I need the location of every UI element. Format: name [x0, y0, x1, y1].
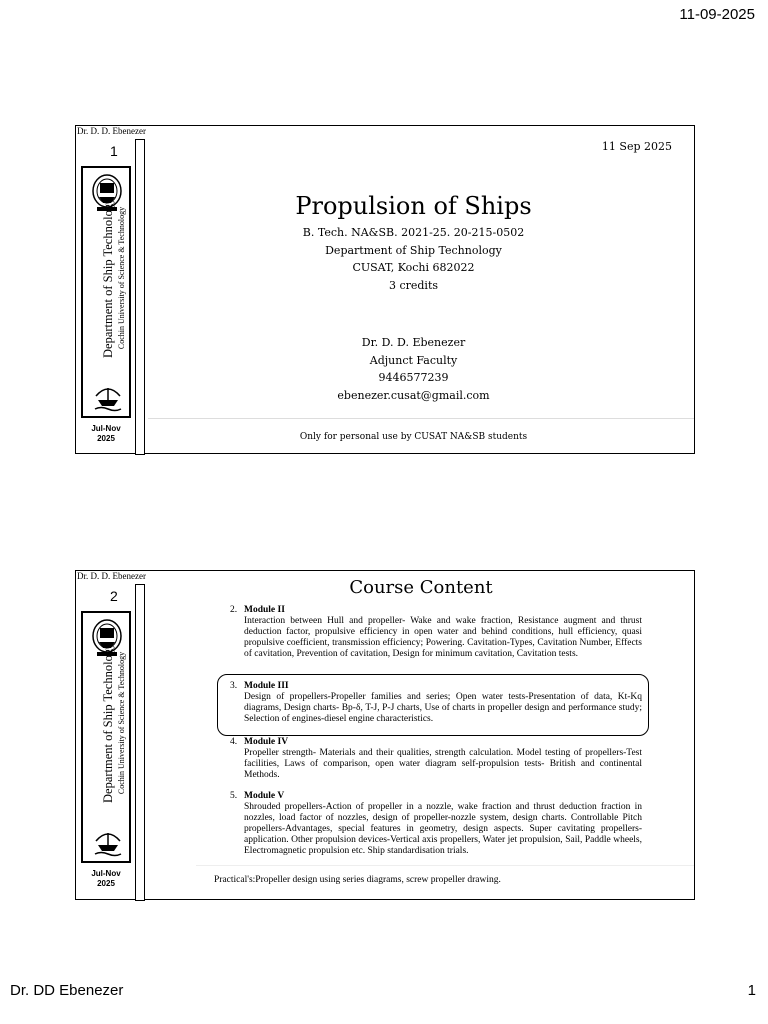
department-sidebar — [81, 611, 131, 863]
slide-2: Dr. D. D. Ebenezer 2 Department of Ship Technology Cochin University of Science & Technology Jul-Nov 2025 Course Content 2. Module II Interaction between Hull and propeller- Wake and wake fraction, Resistance augment and thrust deduction factor, propulsive efficiency in open water and behind conditions, hull efficiency, quasi propulsive coefficient, transmission efficiency; Powering. Cavitation-Types, Cavitation Number, Effects of cavitation, Prevention of cavitation, Design for minimum cavitation, Cavitation tests. 3. Module III Design of propellers-Propeller families and series; Open water tests-Presentation of data, Kt-Kq diagrams, Design charts- Bp-δ, T-J, P-J charts, Use of charts in propeller design and performance study; Selection of engines-diesel engine characteristics. 4. Module IV Propeller strength- Materials and their qualities, strength calculation. Model testing of propellers-Test facilities, Laws of comparison, open water diagram self-propulsion tests- British and continental Methods. 5. Module V Shrouded propellers-Action of propeller in a nozzle, wake fraction and thrust deduction fraction in nozzles, load factor of nozzles, design of propeller-nozzle system, design charts. Controllable Pitch propellers-Advantages, special features in geometry, design aspects. Super cavitating propellers-application. Other propulsion devices-Vertical axis propellers, Water jet propulsion, Sail, Paddle wheels, Electromagnetic propulsion etc. Ship standardisation trials. Practical's:Propeller design using series diagrams, screw propeller drawing. — [75, 570, 695, 900]
department-vertical-label: Department of Ship Technology — [101, 197, 115, 358]
slide-title: Propulsion of Ships — [295, 192, 532, 220]
usage-note: Only for personal use by CUSAT NA&SB students — [299, 432, 528, 442]
slide-number: 1 — [110, 143, 118, 159]
ship-emblem-icon — [93, 380, 123, 412]
university-vertical-label: Cochin University of Science & Technology — [117, 651, 126, 795]
term-label: Jul-Nov 2025 — [91, 424, 121, 443]
department-vertical-label: Department of Ship Technology — [101, 642, 115, 803]
footer-author: Dr. DD Ebenezer — [10, 982, 124, 999]
slide-author-tag: Dr. D. D. Ebenezer — [77, 126, 146, 136]
slide-title: Course Content — [349, 577, 493, 598]
university-vertical-label: Cochin University of Science & Technology — [117, 206, 126, 350]
slide-divider — [196, 865, 694, 866]
slide-rail — [135, 584, 145, 901]
page-date: 11-09-2025 — [679, 6, 755, 23]
slide-1 — [75, 125, 695, 454]
slide-rail — [135, 139, 145, 455]
term-label: Jul-Nov 2025 — [91, 869, 121, 888]
department-sidebar — [81, 166, 131, 418]
slide-divider — [148, 418, 694, 419]
slide-number: 2 — [110, 588, 118, 604]
footer-page-number: 1 — [747, 982, 756, 999]
slide-date: 11 Sep 2025 — [601, 140, 672, 153]
slide-author-tag: Dr. D. D. Ebenezer — [77, 571, 146, 581]
ship-emblem-icon — [93, 825, 123, 857]
practicals-note: Practical's:Propeller design using series diagrams, screw propeller drawing. — [214, 875, 501, 885]
instructor-details: Dr. D. D. Ebenezer Adjunct Faculty 9446577239 ebenezer.cusat@gmail.com — [337, 336, 490, 402]
course-details: B. Tech. NA&SB. 2021-25. 20-215-0502 Department of Ship Technology CUSAT, Kochi 682022 3 credits — [302, 226, 525, 292]
